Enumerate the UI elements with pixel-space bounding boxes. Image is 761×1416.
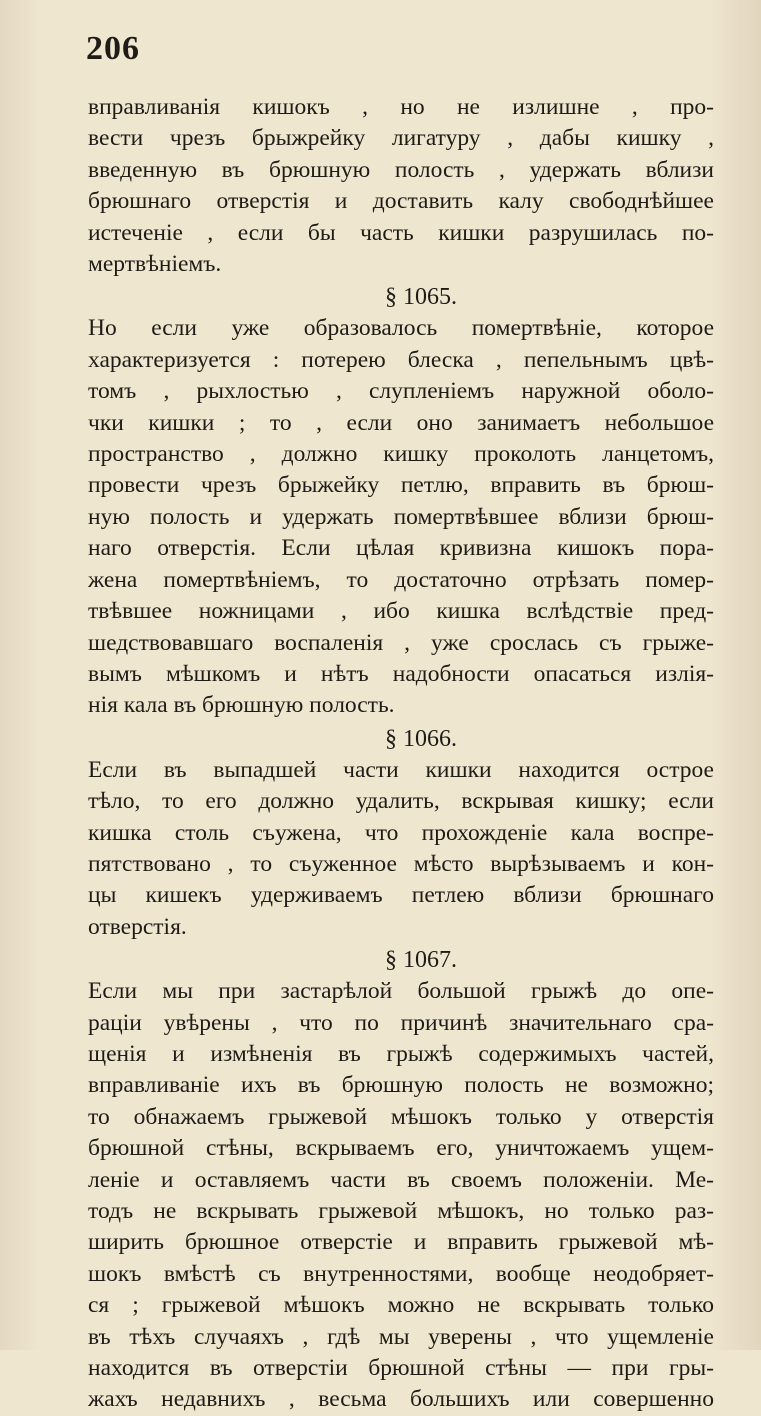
text-line: щенія и измѣненія въ грыжѣ содержимыхъ частей,	[88, 1040, 714, 1067]
text-line: вправливанія кишокъ , но не излишне , про-	[88, 94, 714, 120]
text-line: пятствовано , то съуженное мѣсто вырѣзываемъ и кон-	[88, 850, 714, 877]
text-line: леніе и оставляемъ части въ своемъ положеніи. Ме-	[88, 1166, 714, 1193]
text-line: чки кишки ; то , если оно занимаетъ небольшое	[88, 409, 714, 436]
section-heading: § 1065.	[385, 284, 457, 311]
text-line: тодъ не вскрывать грыжевой мѣшокъ, но только раз-	[88, 1198, 714, 1224]
text-line: ширить брюшное отверстіе и вправить грыжевой мѣ-	[88, 1229, 714, 1256]
text-line: Если мы при застарѣлой большой грыжѣ до опе-	[88, 978, 714, 1005]
text-line: жахъ недавнихъ , весьма большихъ или совершенно	[88, 1386, 714, 1413]
text-line: ся ; грыжевой мѣшокъ можно не вскрывать только	[88, 1292, 714, 1319]
text-line: находится въ отверстіи брюшной стѣны — при гры-	[88, 1355, 714, 1382]
page-number: 206	[86, 30, 140, 67]
text-line: въ тѣхъ случаяхъ , гдѣ мы уверены , что ущемленіе	[88, 1323, 714, 1350]
text-line: тѣло, то его должно удалить, вскрывая кишку; если	[88, 788, 714, 815]
text-line: брюшнаго отверстія и доставить калу свободнѣйшее	[88, 188, 714, 215]
paragraph	[88, 755, 714, 943]
paragraph-continuation	[88, 92, 714, 280]
text-line: мертвѣніемъ.	[88, 251, 222, 278]
text-line: томъ , рыхлостью , слупленіемъ наружной оболо-	[88, 378, 714, 405]
text-line: введенную въ брюшную полость , удержать вблизи	[88, 156, 714, 183]
text-line: шедствовавшаго воспаленія , уже срослась съ грыже-	[88, 629, 714, 656]
text-line: нія кала въ брюшную полость.	[88, 692, 395, 719]
text-line: твѣвшее ножницами , ибо кишка вслѣдствіе пред-	[88, 598, 714, 625]
text-line: Но если уже образовалось помертвѣніе, которое	[88, 315, 714, 342]
text-line: кишка столь съужена, что прохожденіе кала воспре-	[88, 819, 714, 846]
text-line: вести чрезъ брыжрейку лигатуру , дабы кишку ,	[88, 125, 714, 152]
section-heading: § 1067.	[385, 947, 457, 974]
text-line: шокъ вмѣстѣ съ внутренностями, вообще неодобряет-	[88, 1260, 714, 1287]
text-line: жена помертвѣніемъ, то достаточно отрѣзать помер-	[88, 566, 714, 593]
text-line: пространство , должно кишку проколоть ланцетомъ,	[88, 441, 714, 468]
text-line: брюшной стѣны, вскрываемъ его, уничтожаемъ ущем-	[88, 1135, 714, 1162]
text-line: вправливаніе ихъ въ брюшную полость не возможно;	[88, 1072, 714, 1099]
text-line: то обнажаемъ грыжевой мѣшокъ только у отверстія	[88, 1103, 714, 1130]
text-line: цы кишекъ удерживаемъ петлею вблизи брюшнаго	[88, 882, 714, 909]
text-line: характеризуется : потерею блеска , пепельнымъ цвѣ-	[88, 346, 714, 373]
text-line: вымъ мѣшкомъ и нѣтъ надобности опасаться излія-	[88, 660, 714, 687]
page-text	[88, 92, 714, 1416]
paragraph	[88, 313, 714, 721]
text-line: истеченіе , если бы часть кишки разрушилась по-	[88, 219, 714, 246]
section-heading: § 1066.	[385, 725, 457, 752]
text-line: ную полость и удержать помертвѣвшее вблизи брюш-	[88, 503, 714, 530]
text-line: Если въ выпадшей части кишки находится острое	[88, 756, 714, 783]
text-line: отверстія.	[88, 913, 187, 940]
text-line: наго отверстія. Если цѣлая кривизна кишокъ пора-	[88, 535, 714, 562]
text-line: провести чрезъ брыжейку петлю, вправить въ брюш-	[88, 472, 714, 499]
text-line: раціи увѣрены , что по причинѣ значительнаго сра-	[88, 1009, 714, 1036]
